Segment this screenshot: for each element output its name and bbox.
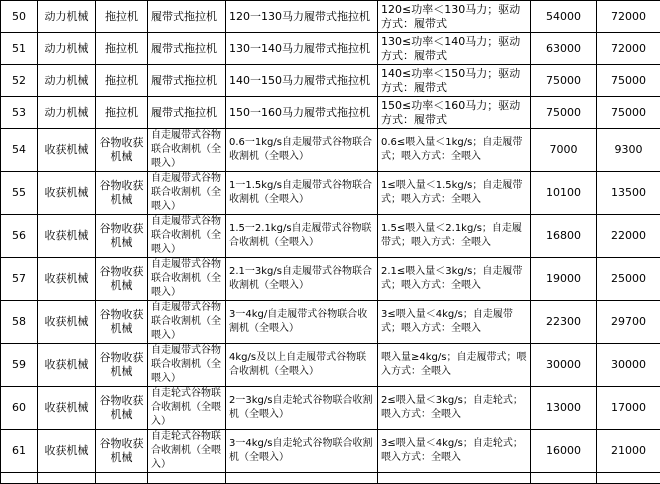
spec-cell: 2.1一3kg/s自走履带式谷物联合收割机（全喂入） [226,258,378,301]
table-row [1,33,660,65]
subcategory-cell: 谷物收获机械 [96,129,148,172]
spec-cell: 3一4kg/s自走轮式谷物联合收割机（全喂入） [226,430,378,473]
range-cell: 1.5≤喂入量＜2.1kg/s；自走履带式；喂入方式：全喂入 [378,215,531,258]
table-row [1,215,660,258]
row-number: 52 [1,65,38,97]
empty-cell [378,473,531,484]
price1-cell: 75000 [531,97,597,129]
range-cell: 2≤喂入量＜3kg/s；自走轮式；喂入方式：全喂入 [378,387,531,430]
spec-cell: 140一150马力履带式拖拉机 [226,65,378,97]
spec-cell: 130一140马力履带式拖拉机 [226,33,378,65]
category-cell: 动力机械 [38,65,96,97]
category-cell: 收获机械 [38,258,96,301]
price1-cell: 54000 [531,1,597,33]
price1-cell: 13000 [531,387,597,430]
subcategory-cell: 谷物收获机械 [96,301,148,344]
price1-cell: 19000 [531,258,597,301]
table-row [1,1,660,33]
category-cell: 动力机械 [38,33,96,65]
row-number: 57 [1,258,38,301]
row-number: 59 [1,344,38,387]
range-cell: 150≤功率＜160马力；驱动方式：履带式 [378,97,531,129]
price2-cell: 21000 [597,430,660,473]
price2-cell: 29700 [597,301,660,344]
subcategory-cell: 拖拉机 [96,97,148,129]
empty-cell [531,473,597,484]
item-cell: 履带式拖拉机 [148,33,226,65]
range-cell: 120≤功率＜130马力；驱动方式：履带式 [378,1,531,33]
price2-cell: 72000 [597,33,660,65]
item-cell: 自走履带式谷物联合收割机（全喂入） [148,344,226,387]
empty-cell [1,473,38,484]
category-cell: 收获机械 [38,430,96,473]
category-cell: 收获机械 [38,387,96,430]
subcategory-cell: 谷物收获机械 [96,430,148,473]
item-cell: 自走履带式谷物联合收割机（全喂入） [148,258,226,301]
table-row [1,172,660,215]
item-cell: 自走轮式谷物联合收割机（全喂入） [148,387,226,430]
range-cell: 2.1≤喂入量＜3kg/s；自走履带式；喂入方式：全喂入 [378,258,531,301]
table-row [1,258,660,301]
row-number: 56 [1,215,38,258]
spec-cell: 3一4kg/自走履带式谷物联合收割机（全喂入） [226,301,378,344]
item-cell: 自走履带式谷物联合收割机（全喂入） [148,129,226,172]
item-cell: 履带式拖拉机 [148,1,226,33]
row-number: 50 [1,1,38,33]
row-number: 60 [1,387,38,430]
category-cell: 动力机械 [38,1,96,33]
range-cell: 130≤功率＜140马力；驱动方式：履带式 [378,33,531,65]
empty-cell [38,473,96,484]
range-cell: 140≤功率＜150马力；驱动方式：履带式 [378,65,531,97]
subcategory-cell: 谷物收获机械 [96,172,148,215]
price2-cell: 13500 [597,172,660,215]
price1-cell: 7000 [531,129,597,172]
price2-cell: 9300 [597,129,660,172]
table-row [1,129,660,172]
table-row [1,387,660,430]
price2-cell: 30000 [597,344,660,387]
range-cell: 1≤喂入量＜1.5kg/s；自走履带式；喂入方式：全喂入 [378,172,531,215]
row-number: 58 [1,301,38,344]
price1-cell: 16000 [531,430,597,473]
price1-cell: 75000 [531,65,597,97]
subcategory-cell: 拖拉机 [96,1,148,33]
subcategory-cell: 拖拉机 [96,65,148,97]
spec-cell: 2一3kg/s自走轮式谷物联合收割机（全喂入） [226,387,378,430]
spec-cell: 1.5一2.1kg/s自走履带式谷物联合收割机（全喂入） [226,215,378,258]
row-number: 54 [1,129,38,172]
price1-cell: 30000 [531,344,597,387]
range-cell: 喂入量≥4kg/s；自走履带式；喂入方式：全喂入 [378,344,531,387]
item-cell: 自走履带式谷物联合收割机（全喂入） [148,215,226,258]
spec-cell: 4kg/s及以上自走履带式谷物联合收割机（全喂入） [226,344,378,387]
row-number: 55 [1,172,38,215]
price2-cell: 72000 [597,1,660,33]
category-cell: 收获机械 [38,172,96,215]
price1-cell: 63000 [531,33,597,65]
table-row [1,301,660,344]
item-cell: 自走履带式谷物联合收割机（全喂入） [148,172,226,215]
category-cell: 收获机械 [38,301,96,344]
price2-cell: 22000 [597,215,660,258]
table-row [1,97,660,129]
category-cell: 收获机械 [38,215,96,258]
category-cell: 收获机械 [38,344,96,387]
spec-cell: 0.6一1kg/s自走履带式谷物联合收割机（全喂入） [226,129,378,172]
range-cell: 3≤喂入量＜4kg/s；自走轮式；喂入方式：全喂入 [378,430,531,473]
item-cell: 自走履带式谷物联合收割机（全喂入） [148,301,226,344]
subcategory-cell: 拖拉机 [96,33,148,65]
price1-cell: 22300 [531,301,597,344]
price1-cell: 10100 [531,172,597,215]
price2-cell: 75000 [597,65,660,97]
price2-cell: 25000 [597,258,660,301]
empty-cell [597,473,660,484]
row-number: 53 [1,97,38,129]
table-row [1,65,660,97]
subcategory-cell: 谷物收获机械 [96,258,148,301]
empty-cell [226,473,378,484]
price1-cell: 16800 [531,215,597,258]
subcategory-cell: 谷物收获机械 [96,344,148,387]
item-cell: 自走轮式谷物联合收割机（全喂入） [148,430,226,473]
empty-cell [148,473,226,484]
price2-cell: 75000 [597,97,660,129]
category-cell: 收获机械 [38,129,96,172]
table-row [1,344,660,387]
spec-cell: 1一1.5kg/s自走履带式谷物联合收割机（全喂入） [226,172,378,215]
row-number: 61 [1,430,38,473]
empty-cell [96,473,148,484]
row-number: 51 [1,33,38,65]
range-cell: 3≤喂入量＜4kg/s；自走履带式；喂入方式：全喂入 [378,301,531,344]
subcategory-cell: 谷物收获机械 [96,387,148,430]
price2-cell: 17000 [597,387,660,430]
table-row-partial [1,473,660,484]
spec-cell: 150一160马力履带式拖拉机 [226,97,378,129]
item-cell: 履带式拖拉机 [148,65,226,97]
spec-cell: 120一130马力履带式拖拉机 [226,1,378,33]
subcategory-cell: 谷物收获机械 [96,215,148,258]
range-cell: 0.6≤喂入量＜1kg/s；自走履带式；喂入方式：全喂入 [378,129,531,172]
category-cell: 动力机械 [38,97,96,129]
table-row [1,430,660,473]
item-cell: 履带式拖拉机 [148,97,226,129]
